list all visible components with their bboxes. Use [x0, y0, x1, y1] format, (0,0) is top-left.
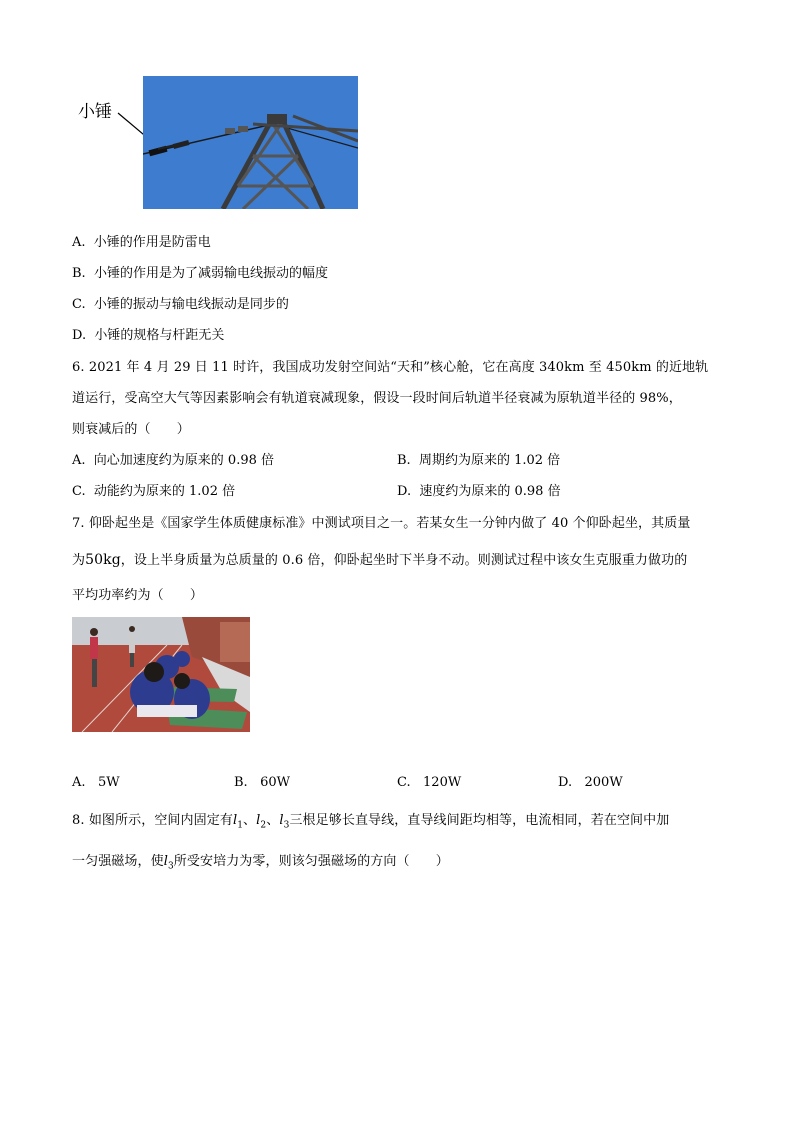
q7-option-d — [558, 775, 623, 791]
q6-option-a-text: 向心加速度约为原来的 0.98 倍 — [93, 453, 275, 468]
wire-l3-subscript: 3 — [283, 820, 290, 831]
q5-option-b-text: 小锤的作用是为了减弱输电线振动的幅度 — [93, 266, 328, 281]
q5-option-a-letter: A. — [72, 235, 86, 250]
q6-stem-line2: 道运行，受高空大气等因素影响会有轨道衰减现象，假设一段时间后轨道半径衰减为原轨道半径的 98%， — [72, 391, 682, 406]
q6-option-c-text: 动能约为原来的 1.02 倍 — [93, 484, 236, 499]
q7-option-c-letter: C. — [397, 775, 411, 790]
q5-option-a — [72, 235, 211, 251]
q6-stem-line1: 6. 2021 年 4 月 29 日 11 时许，我国成功发射空间站“天和”核心舱，它在高度 340km 至 450km 的近地轨 — [72, 360, 709, 375]
transmission-tower-photo — [143, 76, 358, 209]
q7-option-b — [234, 775, 290, 791]
wire-l2-subscript: 2 — [260, 820, 267, 831]
q7-stem-line3: 平均功率约为（ ） — [72, 588, 204, 603]
q7-option-d-letter: D. — [558, 775, 573, 790]
q5-option-c-letter: C. — [72, 297, 86, 312]
q7-option-a-text: 5W — [97, 775, 120, 790]
q5-option-c — [72, 297, 289, 313]
q6-stem-line3: 则衰减后的（ ） — [72, 422, 190, 437]
q7-stem-line2-prefix: 为 — [72, 553, 86, 568]
q5-option-d-letter: D. — [72, 328, 87, 343]
q8-stem-line1 — [72, 813, 669, 834]
wire-l3-ref-symbol: l — [163, 854, 168, 869]
q6-option-a — [72, 453, 274, 469]
q7-option-b-text: 60W — [260, 775, 290, 790]
separator-2: 、 — [266, 813, 280, 828]
q6-option-a-letter: A. — [72, 453, 86, 468]
q6-option-c — [72, 484, 235, 500]
q6-option-c-letter: C. — [72, 484, 86, 499]
q5-option-a-text: 小锤的作用是防雷电 — [93, 235, 211, 250]
q8-stem-line2-prefix: 一匀强磁场，使 — [72, 854, 164, 869]
wire-l1-subscript: 1 — [237, 820, 244, 831]
q7-option-c — [397, 775, 461, 791]
q6-option-b-letter: B. — [397, 453, 411, 468]
q6-option-d — [397, 484, 561, 500]
q5-option-b — [72, 266, 328, 282]
q8-stem-rest: 三根足够长直导线，直导线间距均相等，电流相同，若在空间中加 — [289, 813, 670, 828]
q7-stem-line2-rest: ，设上半身质量为总质量的 0.6 倍，仰卧起坐时下半身不动。则测试过程中该女生克服重力做功的 — [120, 553, 688, 568]
figure1-label: 小锤 — [78, 102, 112, 122]
wire-l3-symbol: l — [279, 813, 284, 828]
q7-stem-line1: 7. 仰卧起坐是《国家学生体质健康标准》中测试项目之一。若某女生一分钟内做了 40 个仰卧起坐，其质量 — [72, 516, 691, 531]
q7-option-a-letter: A. — [72, 775, 86, 790]
q8-stem-line2-rest: 所受安培力为零，则该匀强磁场的方向（ ） — [173, 854, 449, 869]
situp-test-photo — [72, 617, 250, 732]
separator-1: 、 — [243, 813, 257, 828]
wire-l2-symbol: l — [256, 813, 261, 828]
wire-l3-ref-subscript: 3 — [167, 861, 174, 872]
q5-option-c-text: 小锤的振动与输电线振动是同步的 — [93, 297, 289, 312]
q7-stem-line2 — [72, 552, 687, 569]
q8-stem-prefix: 8. 如图所示，空间内固定有 — [72, 813, 233, 828]
q5-option-b-letter: B. — [72, 266, 86, 281]
q6-option-d-letter: D. — [397, 484, 412, 499]
q7-mass-value: 50kg — [85, 552, 121, 568]
q5-option-d — [72, 328, 224, 344]
q6-option-d-text: 速度约为原来的 0.98 倍 — [419, 484, 561, 499]
q7-option-a — [72, 775, 120, 791]
wire-l1-symbol: l — [232, 813, 238, 828]
q7-option-b-letter: B. — [234, 775, 248, 790]
q7-option-d-text: 200W — [584, 775, 623, 790]
q5-option-d-text: 小锤的规格与杆距无关 — [94, 328, 225, 343]
q6-option-b — [397, 453, 560, 469]
q8-stem-line2 — [72, 854, 449, 875]
q6-option-b-text: 周期约为原来的 1.02 倍 — [418, 453, 561, 468]
q7-option-c-text: 120W — [423, 775, 462, 790]
